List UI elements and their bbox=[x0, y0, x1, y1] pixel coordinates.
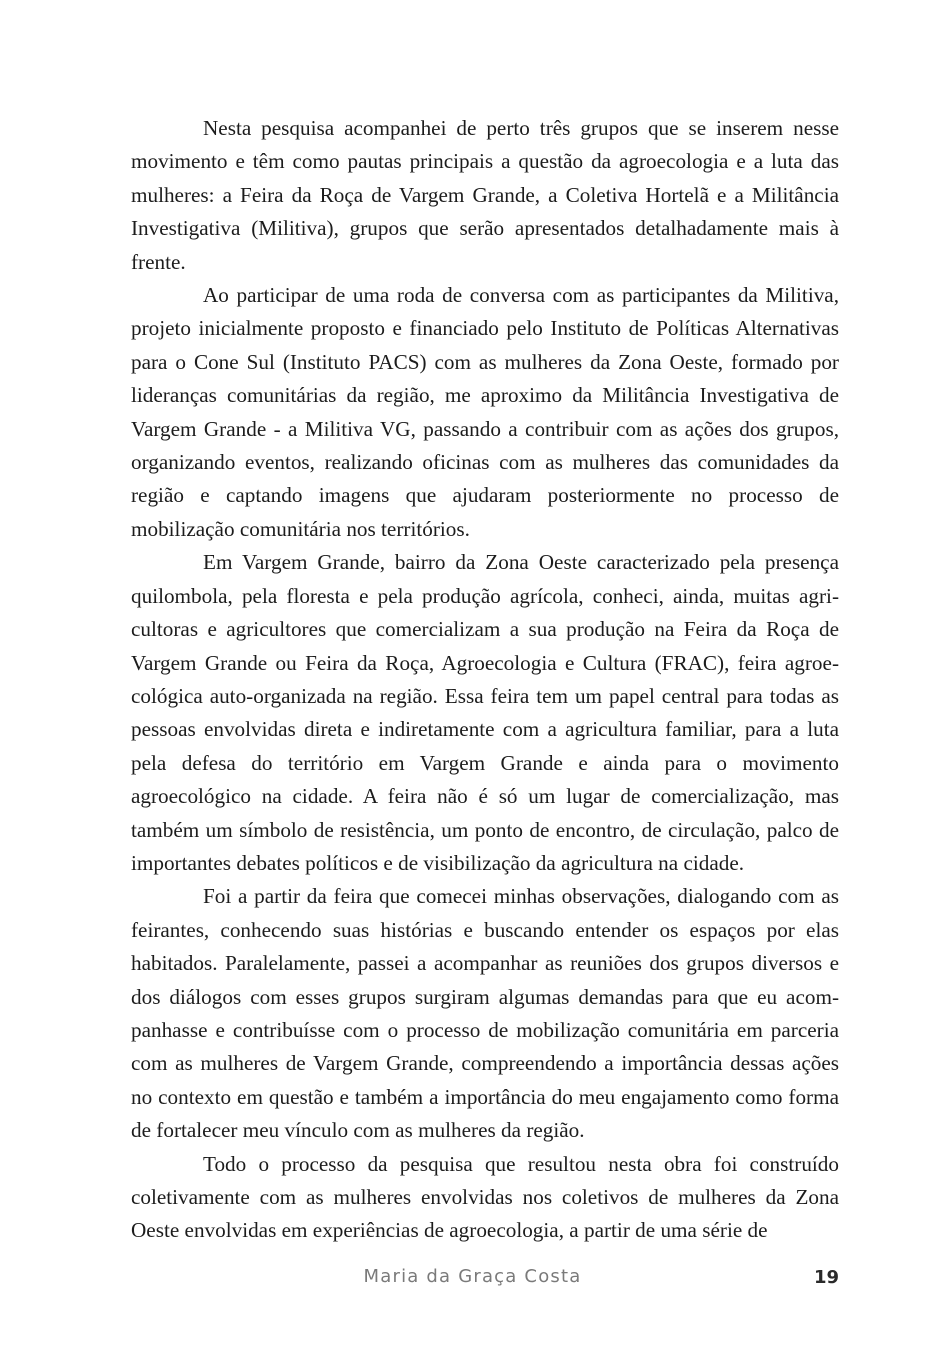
footer-author: Maria da Graça Costa bbox=[363, 1266, 582, 1287]
paragraph-2: Ao participar de uma roda de conversa com as participantes da Militiva, projeto inicialmente proposto e financiado pelo Instituto de Políticas Alternativas para o Cone Sul (Instituto PACS) com as mulheres da Zona Oeste, formado por lideranças comunitárias da região, me aproximo da Militância Investigativa de Vargem Grande - a Militiva VG, passando a contribuir com as ações dos grupos, organizando eventos, realizando oficinas com as mulheres das comunidades da região e captando imagens que ajudaram posteriormente no processo de mobilização comunitária nos territórios. bbox=[131, 283, 839, 541]
page-number: 19 bbox=[813, 1267, 839, 1288]
page-body bbox=[131, 112, 839, 1248]
paragraph-4: Foi a partir da feira que comecei minhas observações, dialogando com as feirantes, conhecendo suas histórias e buscando entender os espaços por elas habitados. Paralelamente, passei a acompanhar as reuniões dos grupos diversos e dos diálogos com esses grupos surgiram algumas demandas para que eu acompanhasse e contribuísse com o processo de mobilização comunitária em parceria com as mulheres de Vargem Grande, compreendendo a importância dessas ações no contexto em questão e também a importância do meu engajamento como forma de fortalecer meu vínculo com as mulheres da região. bbox=[131, 884, 839, 1143]
paragraph-5: Todo o processo da pesquisa que resultou nesta obra foi construído coletivamente com as mulheres envolvidas nos coletivos de mulheres da Zona Oeste envolvidas em experiências de agroecologia, a partir de uma série de bbox=[131, 1151, 839, 1243]
paragraph-1: Nesta pesquisa acompanhei de perto três grupos que se inserem nesse movimento e têm como pautas principais a questão da agroecologia e a luta das mulheres: a Feira da Roça de Vargem Grande, a Coletiva Hortelã e a Militância Investigativa (Militiva), grupos que serão apresentados detalhadamente mais à frente. bbox=[131, 116, 839, 274]
paragraph-3: Em Vargem Grande, bairro da Zona Oeste caracterizado pela presença quilombola, pela floresta e pela produção agrícola, conheci, ainda, muitas agricultoras e agricultores que comercializam a sua produção na Feira da Roça de Vargem Grande ou Feira da Roça, Agroecologia e Cultura (FRAC), feira agroecológica auto-organizada na região. Essa feira tem um papel central para todas as pessoas envolvidas direta e indiretamente com a agricultura familiar, para a luta pela defesa do território em Vargem Grande e ainda para o movimento agroecológico na cidade. A feira não é só um lugar de comercialização, mas também um símbolo de resistência, um ponto de encontro, de circulação, palco de importantes debates políticos e de visibilização da agricultura na cidade. bbox=[131, 550, 839, 875]
